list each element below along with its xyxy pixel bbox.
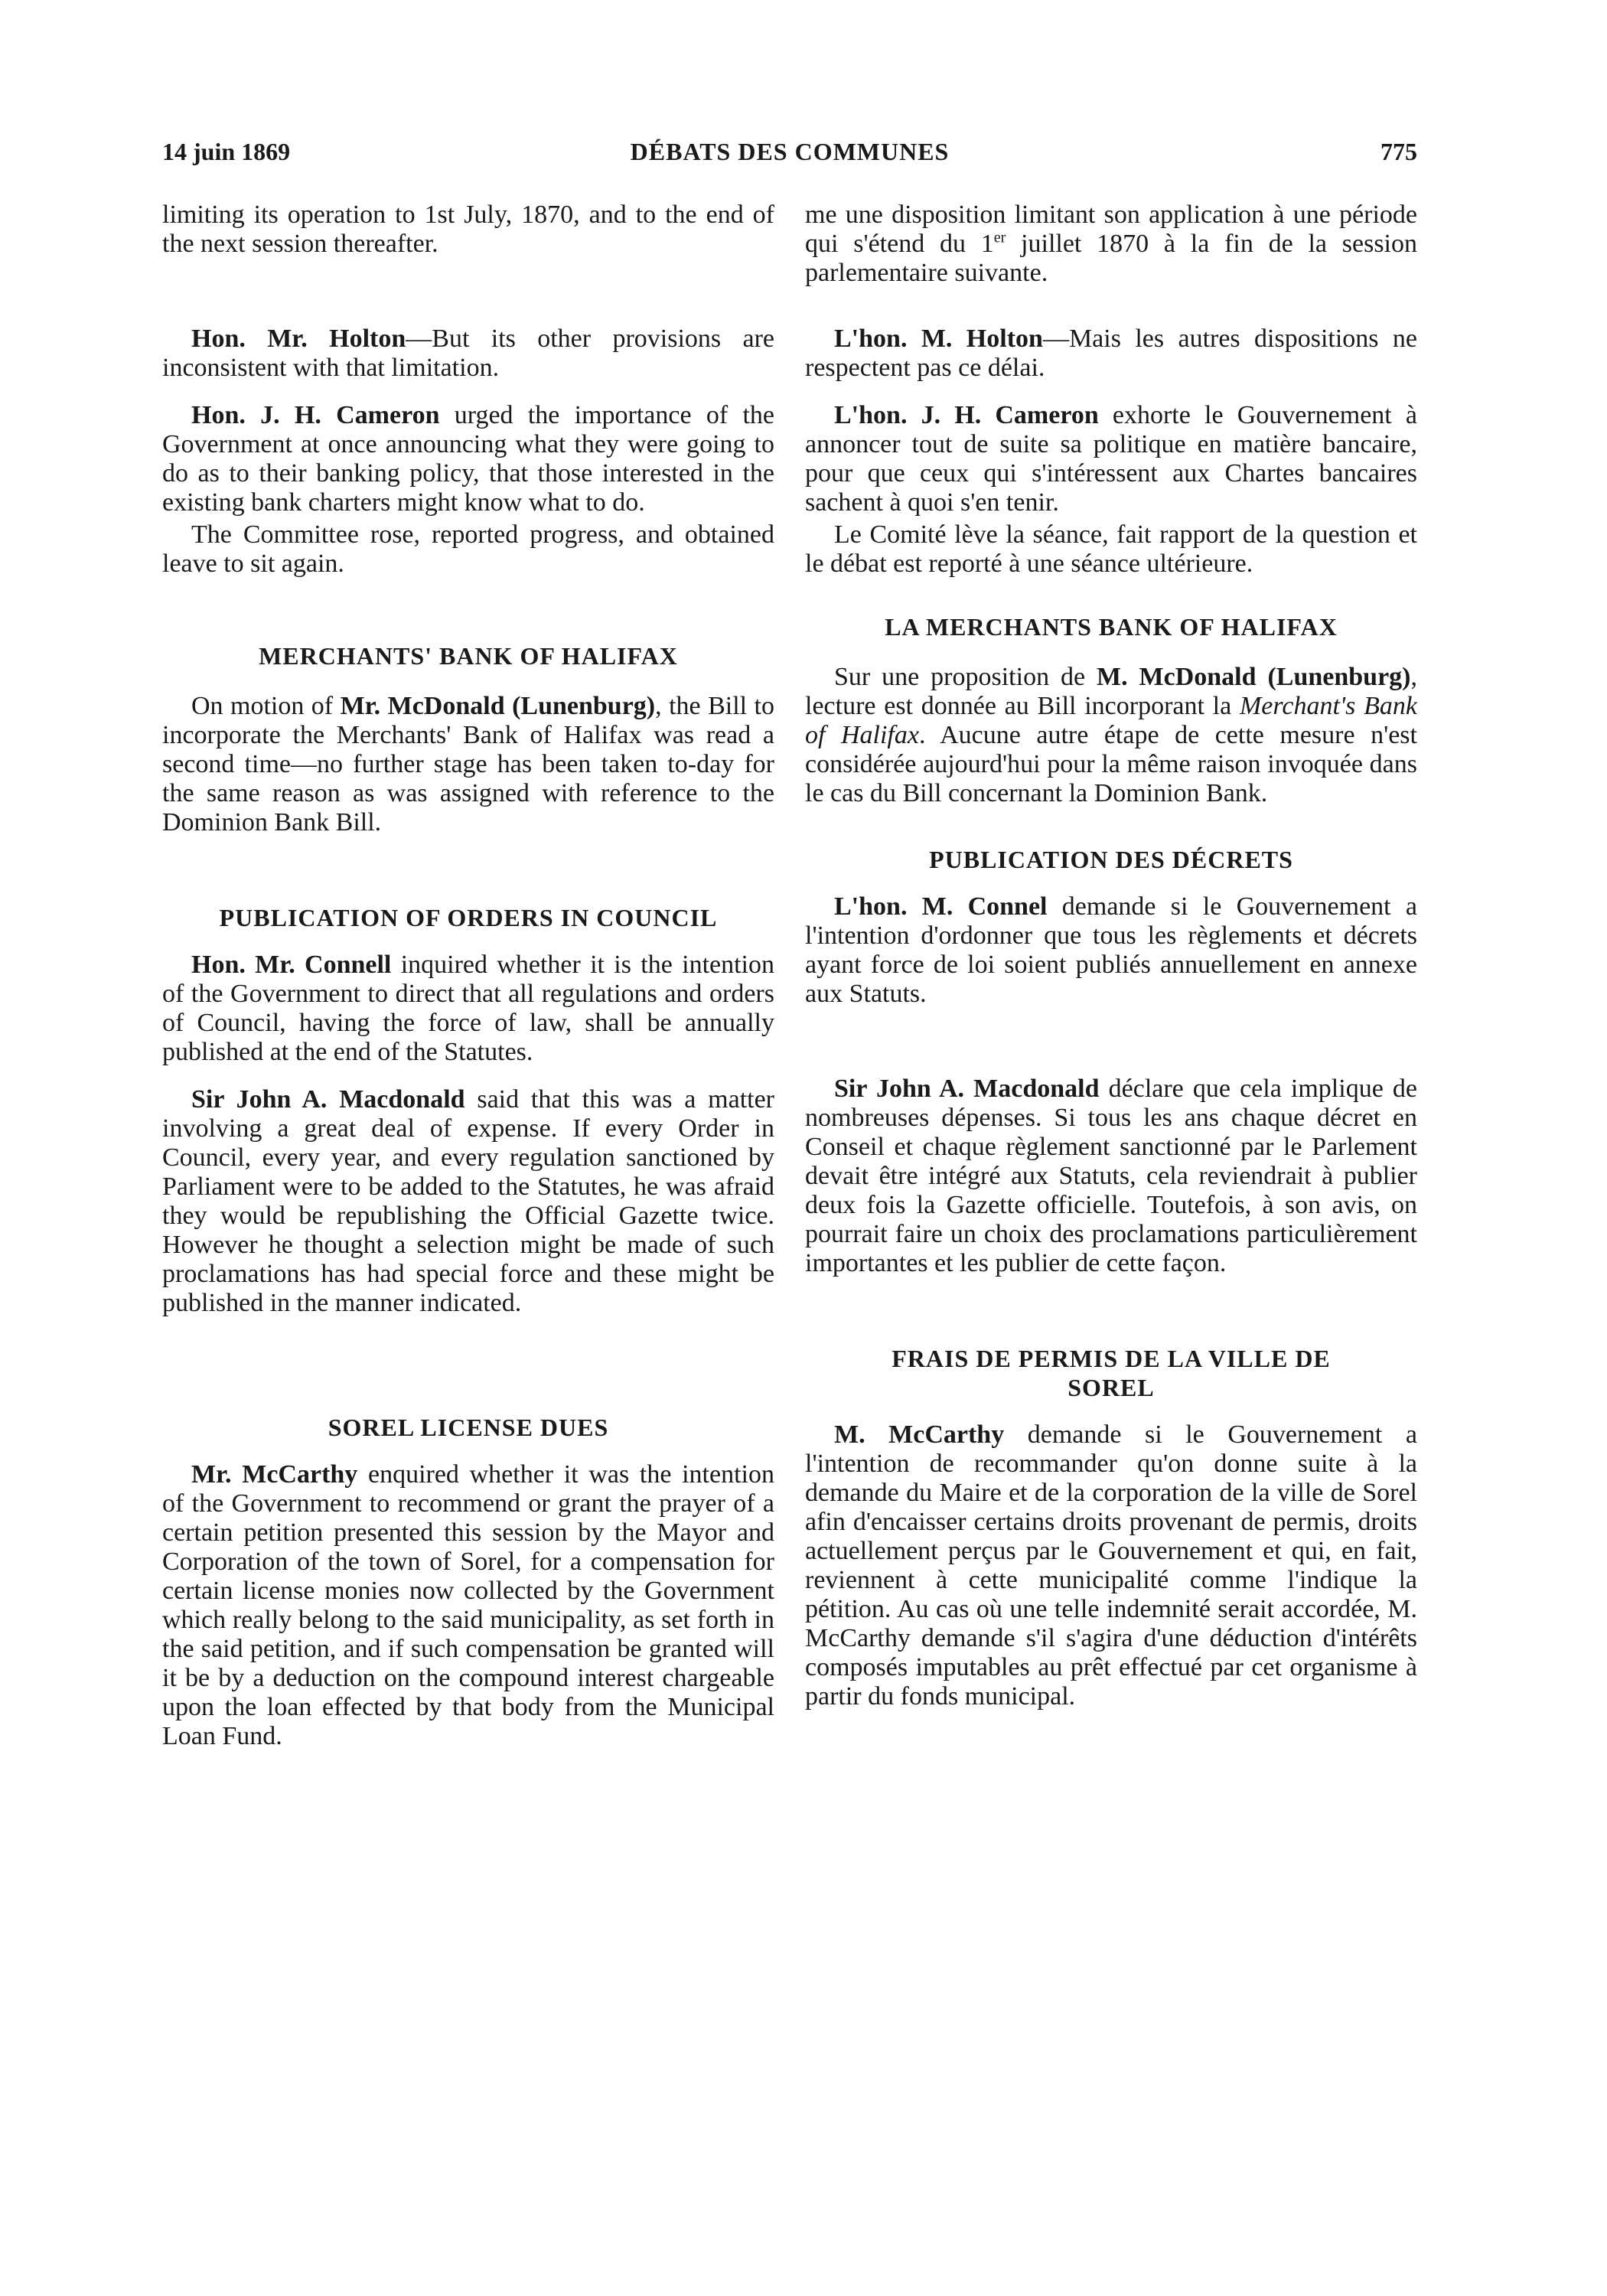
paragraph: limiting its operation to 1st July, 1870, and to the end of the next session thereafter.: [162, 201, 774, 258]
speaker-name: M. McDonald (Lunenburg): [1097, 663, 1411, 691]
section-heading: MERCHANTS' BANK OF HALIFAX: [259, 642, 678, 670]
bill-title: Merchant's Bank of Halifax: [805, 692, 1417, 749]
paragraph: Sur une proposition de M. McDonald (Lunenburg), lecture est donnée au Bill incorporant la Merchant's Bank of Halifax. Aucune autre étape de cette mesure n'est considérée aujourd'hui pour la même raison invoquée dans le cas du Bill concernant la Dominion Bank.: [805, 663, 1418, 807]
section-heading: FRAIS DE PERMIS DE LA VILLE DE SOREL: [892, 1345, 1331, 1401]
header-date: 14 juin 1869: [162, 138, 291, 165]
speaker-name: Hon. Mr. Holton: [191, 325, 406, 353]
paragraph: L'hon. M. Holton—Mais les autres dispositions ne respectent pas ce délai.: [805, 325, 1417, 382]
speaker-name: Sir John A. Macdonald: [834, 1075, 1100, 1103]
paragraph: Mr. McCarthy enquired whether it was the intention of the Government to recommend or grant the prayer of a certain petition presented this session by the Mayor and Corporation of the town of Sorel, for a compensation for certain license monies now collected by the Government which really belong to the said municipality, as set forth in the said petition, and if such compensation be granted will it be by a deduction on the compound interest chargeable upon the loan effected by that body from the Municipal Loan Fund.: [162, 1460, 774, 1750]
speaker-name: Sir John A. Macdonald: [191, 1085, 465, 1114]
french-column: [805, 201, 1417, 1711]
speaker-name: Mr. McDonald (Lunenburg): [340, 692, 656, 720]
speaker-name: Hon. Mr. Connell: [191, 951, 392, 979]
paragraph: M. McCarthy demande si le Gouvernement a l'intention de recommander qu'on donne suite à la demande du Maire et de la corporation de la ville de Sorel afin d'encaisser certains droits provenant de permis, droits actuellement perçus par le Gouvernement et qui, en fait, reviennent à cette municipalité comme l'indique la pétition. Au cas où une telle indemnité serait accordée, M. McCarthy demande s'il s'agira d'une déduction d'intérêts composés imputables au prêt effectué par cet organisme à partir du fonds municipal.: [805, 1420, 1417, 1711]
running-header: [162, 138, 1417, 176]
paragraph: L'hon. J. H. Cameron exhorte le Gouvernement à annoncer tout de suite sa politique en matière bancaire, pour que ceux qui s'intéressent aux Chartes bancaires sachent à quoi s'en tenir.: [805, 401, 1417, 517]
paragraph: Sir John A. Macdonald déclare que cela implique de nombreuses dépenses. Si tous les ans chaque décret en Conseil et chaque règlement sanctionné par le Parlement devait être intégré aux Statuts, cela reviendrait à publier deux fois la Gazette officielle. Toutefois, à son avis, on pourrait faire un choix des proclamations particulièrement importantes et les publier de cette façon.: [805, 1075, 1417, 1277]
paragraph: Hon. Mr. Connell inquired whether it is the intention of the Government to direct that all regulations and orders of Council, having the force of law, shall be annually published at the end of the Statutes.: [162, 951, 774, 1066]
paragraph: Le Comité lève la séance, fait rapport de la question et le débat est reporté à une séance ultérieure.: [805, 520, 1417, 578]
speaker-name: Mr. McCarthy: [191, 1460, 358, 1489]
paragraph: Hon. J. H. Cameron urged the importance of the Government at once announcing what they were going to do as to their banking policy, that those interested in the existing bank charters might know what to do.: [162, 401, 774, 517]
page-number: 775: [1380, 138, 1417, 165]
speaker-name: M. McCarthy: [834, 1420, 1005, 1449]
section-heading: PUBLICATION OF ORDERS IN COUNCIL: [219, 904, 718, 931]
speaker-name: L'hon. J. H. Cameron: [834, 401, 1099, 429]
paragraph: Hon. Mr. Holton—But its other provisions are inconsistent with that limitation.: [162, 325, 774, 382]
header-title: DÉBATS DES COMMUNES: [630, 138, 950, 165]
section-heading: PUBLICATION DES DÉCRETS: [929, 846, 1293, 873]
english-column: [162, 201, 774, 1751]
speaker-name: L'hon. M. Connel: [834, 892, 1048, 921]
paragraph: L'hon. M. Connel demande si le Gouvernement a l'intention d'ordonner que tous les règlements et décrets ayant force de loi soient publiés annuellement en annexe aux Statuts.: [805, 892, 1417, 1008]
paragraph: Sir John A. Macdonald said that this was a matter involving a great deal of expense. If every Order in Council, every year, and every regulation sanctioned by Parliament were to be added to the Statutes, he was afraid they would be republishing the Official Gazette twice. However he thought a selection might be made of such proclamations has had special force and these might be published in the manner indicated.: [162, 1085, 774, 1317]
paragraph: On motion of Mr. McDonald (Lunenburg), the Bill to incorporate the Merchants' Bank of Halifax was read a second time—no further stage has been taken to-day for the same reason as was assigned with reference to the Dominion Bank Bill.: [162, 692, 774, 837]
paragraph: The Committee rose, reported progress, and obtained leave to sit again.: [162, 520, 774, 578]
speaker-name: L'hon. M. Holton: [834, 325, 1043, 353]
speaker-name: Hon. J. H. Cameron: [191, 401, 440, 429]
section-heading: LA MERCHANTS BANK OF HALIFAX: [885, 613, 1338, 641]
paragraph: me une disposition limitant son application à une période qui s'étend du 1er juillet 1870 à la fin de la session parlementaire suivante.: [805, 201, 1417, 287]
section-heading: SOREL LICENSE DUES: [328, 1414, 609, 1441]
